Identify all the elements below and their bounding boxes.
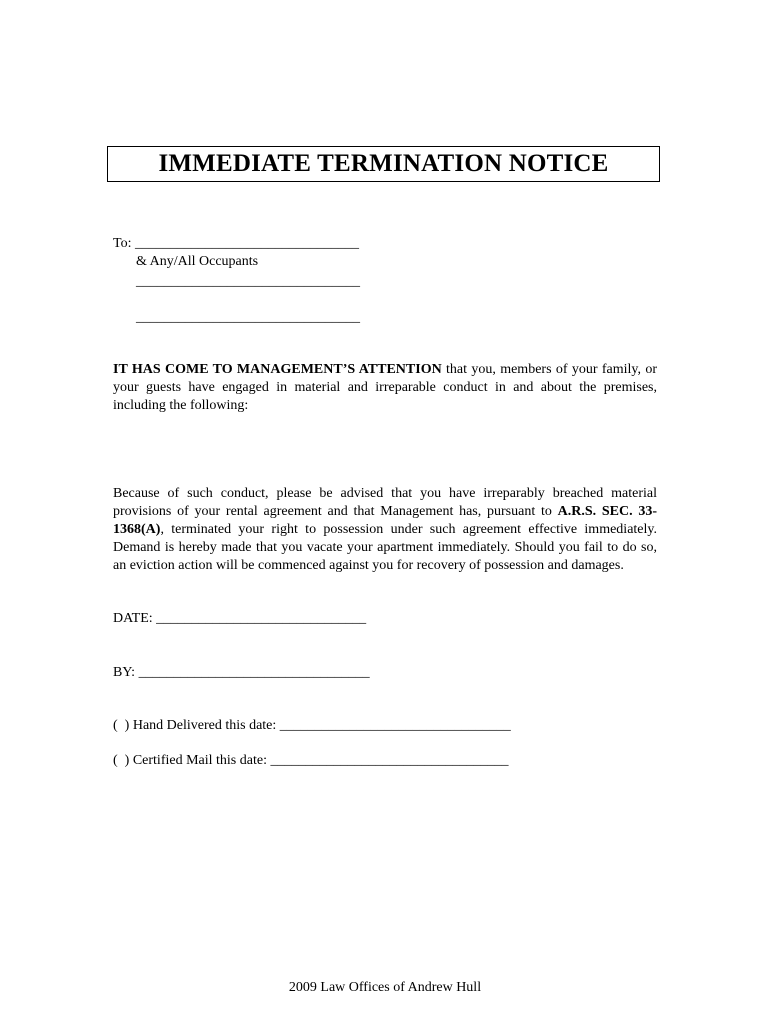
hand-delivered-checkbox[interactable]: ( ) [113,718,130,733]
hand-delivered-blank[interactable]: _________________________________ [279,718,511,733]
attention-lead: IT HAS COME TO MANAGEMENT’S ATTENTION [113,362,442,377]
occupants-line: & Any/All Occupants [136,254,259,269]
certified-mail-line [113,752,508,770]
by-label: BY: [113,665,136,680]
by-line [113,664,370,682]
conduct-text-1: Because of such conduct, please be advised that you have irreparably breached material provisions of your rental agreement and that Management has, pursuant to [113,486,657,519]
conduct-paragraph [113,485,657,575]
footer [0,979,770,997]
to-line [113,235,359,253]
document-title: IMMEDIATE TERMINATION NOTICE [158,150,609,177]
to-label: To: [113,236,132,251]
by-blank[interactable]: _________________________________ [138,665,370,680]
certified-mail-checkbox[interactable]: ( ) [113,753,130,768]
to-blank[interactable]: ________________________________ [134,236,359,251]
footer-copyright: 2009 Law Offices of Andrew Hull [288,980,482,995]
address-blank-2[interactable]: ________________________________ [136,274,360,289]
address-blank-3[interactable]: ________________________________ [136,310,360,325]
certified-mail-label: Certified Mail this date: [132,753,267,768]
attention-text: that you, members of your family, or your guests have engaged in material and irreparable conduct in and about the premises, including the following: [113,362,657,413]
hand-delivered-label: Hand Delivered this date: [132,718,277,733]
title-box [107,146,660,182]
certified-mail-blank[interactable]: __________________________________ [270,753,509,768]
conduct-text-2: , terminated your right to possession under such agreement effective immediately. Demand is hereby made that you vacate your apartment immediately. Should you fail to do so, an eviction action will be commenced against you for recovery of possession and damages. [113,522,657,573]
date-line [113,610,366,628]
date-label: DATE: [113,611,153,626]
attention-paragraph [113,361,657,415]
statute-reference: A.R.S. SEC. 33-1368(A) [113,504,658,537]
hand-delivered-line [113,717,511,735]
date-blank[interactable]: ______________________________ [156,611,367,626]
